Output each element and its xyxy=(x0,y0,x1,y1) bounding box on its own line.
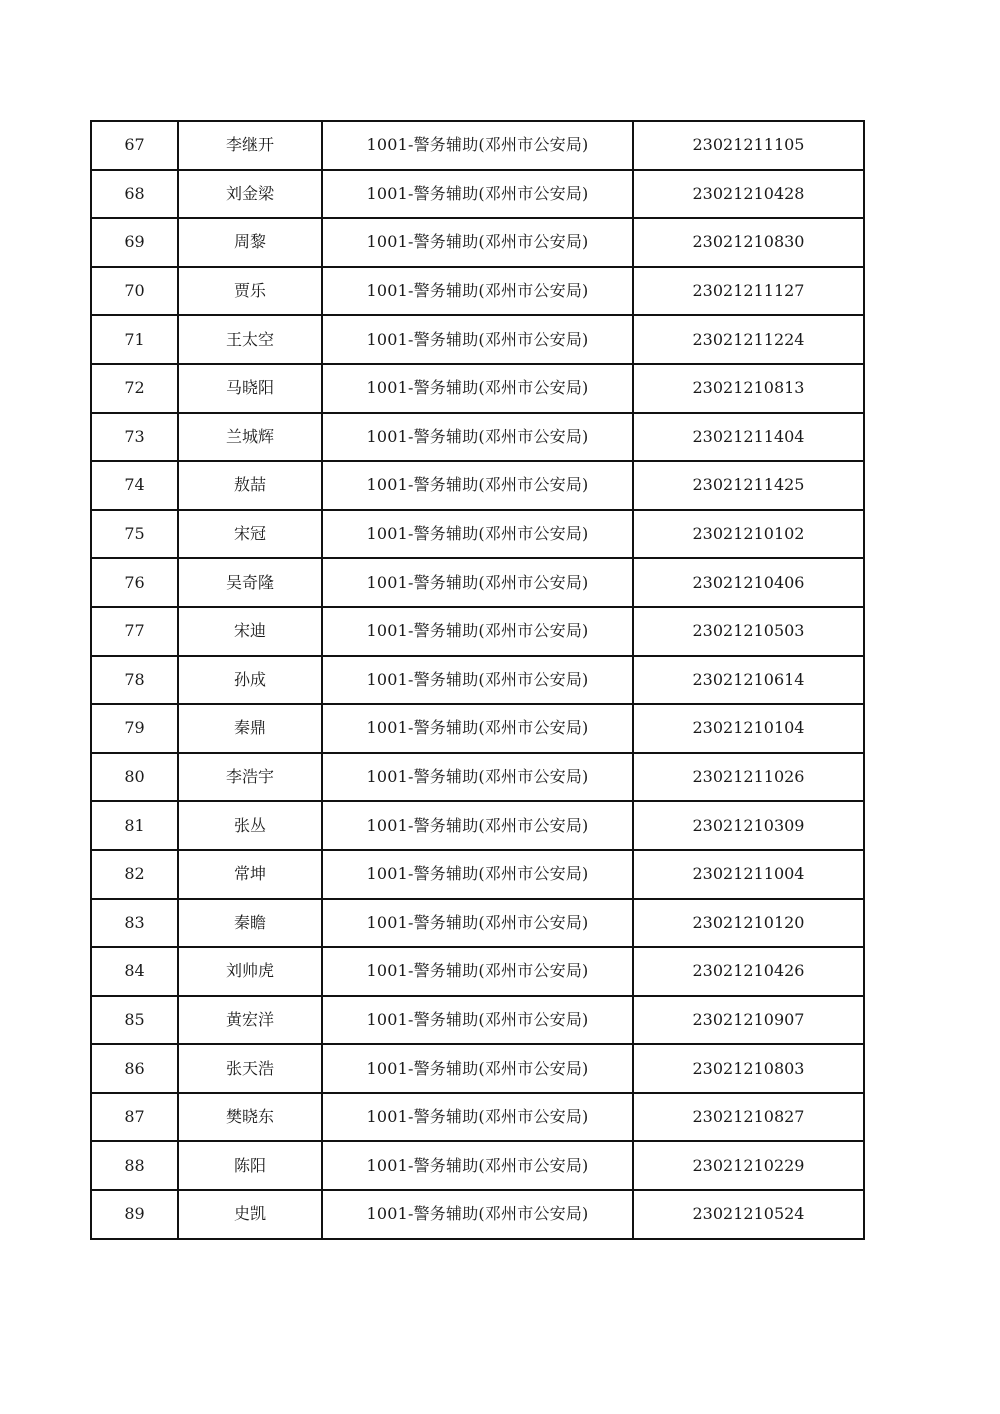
row-number: 67 xyxy=(91,121,178,170)
candidate-name: 敖喆 xyxy=(178,461,322,510)
table-row xyxy=(91,218,864,267)
table-row xyxy=(91,413,864,462)
position-name: 1001-警务辅助(邓州市公安局) xyxy=(322,121,633,170)
candidate-name: 宋冠 xyxy=(178,510,322,559)
table-row xyxy=(91,850,864,899)
position-name: 1001-警务辅助(邓州市公安局) xyxy=(322,267,633,316)
exam-ticket-number: 23021210614 xyxy=(633,656,864,705)
candidate-name: 兰城辉 xyxy=(178,413,322,462)
exam-ticket-number: 23021210830 xyxy=(633,218,864,267)
table-row xyxy=(91,267,864,316)
row-number: 83 xyxy=(91,899,178,948)
row-number: 84 xyxy=(91,947,178,996)
table-row xyxy=(91,607,864,656)
row-number: 69 xyxy=(91,218,178,267)
exam-ticket-number: 23021210229 xyxy=(633,1141,864,1190)
row-number: 85 xyxy=(91,996,178,1045)
table-row xyxy=(91,996,864,1045)
table-row xyxy=(91,1141,864,1190)
candidate-name: 秦瞻 xyxy=(178,899,322,948)
position-name: 1001-警务辅助(邓州市公安局) xyxy=(322,704,633,753)
exam-ticket-number: 23021210503 xyxy=(633,607,864,656)
table-row xyxy=(91,461,864,510)
position-name: 1001-警务辅助(邓州市公安局) xyxy=(322,1190,633,1239)
position-name: 1001-警务辅助(邓州市公安局) xyxy=(322,170,633,219)
row-number: 81 xyxy=(91,801,178,850)
table-row xyxy=(91,704,864,753)
row-number: 72 xyxy=(91,364,178,413)
row-number: 79 xyxy=(91,704,178,753)
position-name: 1001-警务辅助(邓州市公安局) xyxy=(322,1093,633,1142)
table-row xyxy=(91,753,864,802)
candidate-name: 刘帅虎 xyxy=(178,947,322,996)
candidate-name: 黄宏洋 xyxy=(178,996,322,1045)
candidate-name: 孙成 xyxy=(178,656,322,705)
position-name: 1001-警务辅助(邓州市公安局) xyxy=(322,656,633,705)
roster-table xyxy=(90,120,865,1240)
exam-ticket-number: 23021210102 xyxy=(633,510,864,559)
exam-ticket-number: 23021211127 xyxy=(633,267,864,316)
position-name: 1001-警务辅助(邓州市公安局) xyxy=(322,607,633,656)
exam-ticket-number: 23021211224 xyxy=(633,315,864,364)
row-number: 88 xyxy=(91,1141,178,1190)
table-row xyxy=(91,947,864,996)
candidate-name: 贾乐 xyxy=(178,267,322,316)
row-number: 74 xyxy=(91,461,178,510)
candidate-name: 张天浩 xyxy=(178,1044,322,1093)
table-row xyxy=(91,801,864,850)
position-name: 1001-警务辅助(邓州市公安局) xyxy=(322,801,633,850)
row-number: 89 xyxy=(91,1190,178,1239)
row-number: 82 xyxy=(91,850,178,899)
exam-ticket-number: 23021210813 xyxy=(633,364,864,413)
table-row xyxy=(91,656,864,705)
row-number: 76 xyxy=(91,558,178,607)
candidate-name: 王太空 xyxy=(178,315,322,364)
position-name: 1001-警务辅助(邓州市公安局) xyxy=(322,315,633,364)
position-name: 1001-警务辅助(邓州市公安局) xyxy=(322,947,633,996)
exam-ticket-number: 23021210406 xyxy=(633,558,864,607)
position-name: 1001-警务辅助(邓州市公安局) xyxy=(322,461,633,510)
row-number: 86 xyxy=(91,1044,178,1093)
candidate-name: 刘金梁 xyxy=(178,170,322,219)
position-name: 1001-警务辅助(邓州市公安局) xyxy=(322,1044,633,1093)
table-row xyxy=(91,510,864,559)
position-name: 1001-警务辅助(邓州市公安局) xyxy=(322,558,633,607)
exam-ticket-number: 23021210426 xyxy=(633,947,864,996)
exam-ticket-number: 23021211105 xyxy=(633,121,864,170)
candidate-name: 张丛 xyxy=(178,801,322,850)
row-number: 75 xyxy=(91,510,178,559)
row-number: 77 xyxy=(91,607,178,656)
position-name: 1001-警务辅助(邓州市公安局) xyxy=(322,850,633,899)
exam-ticket-number: 23021210803 xyxy=(633,1044,864,1093)
exam-ticket-number: 23021210104 xyxy=(633,704,864,753)
exam-ticket-number: 23021210309 xyxy=(633,801,864,850)
candidate-name: 常坤 xyxy=(178,850,322,899)
exam-ticket-number: 23021211404 xyxy=(633,413,864,462)
position-name: 1001-警务辅助(邓州市公安局) xyxy=(322,899,633,948)
table-row xyxy=(91,364,864,413)
table-row xyxy=(91,1044,864,1093)
position-name: 1001-警务辅助(邓州市公安局) xyxy=(322,753,633,802)
exam-ticket-number: 23021210827 xyxy=(633,1093,864,1142)
exam-ticket-number: 23021210428 xyxy=(633,170,864,219)
exam-ticket-number: 23021211026 xyxy=(633,753,864,802)
roster-table-body xyxy=(91,121,864,1239)
table-row xyxy=(91,558,864,607)
exam-ticket-number: 23021210907 xyxy=(633,996,864,1045)
row-number: 68 xyxy=(91,170,178,219)
table-row xyxy=(91,170,864,219)
row-number: 73 xyxy=(91,413,178,462)
table-row xyxy=(91,1093,864,1142)
position-name: 1001-警务辅助(邓州市公安局) xyxy=(322,510,633,559)
table-row xyxy=(91,1190,864,1239)
candidate-name: 陈阳 xyxy=(178,1141,322,1190)
candidate-name: 马晓阳 xyxy=(178,364,322,413)
position-name: 1001-警务辅助(邓州市公安局) xyxy=(322,364,633,413)
candidate-name: 秦鼎 xyxy=(178,704,322,753)
table-row xyxy=(91,315,864,364)
table-row xyxy=(91,121,864,170)
row-number: 78 xyxy=(91,656,178,705)
candidate-name: 吴奇隆 xyxy=(178,558,322,607)
candidate-name: 李继开 xyxy=(178,121,322,170)
candidate-name: 宋迪 xyxy=(178,607,322,656)
position-name: 1001-警务辅助(邓州市公安局) xyxy=(322,1141,633,1190)
row-number: 87 xyxy=(91,1093,178,1142)
row-number: 70 xyxy=(91,267,178,316)
candidate-name: 李浩宇 xyxy=(178,753,322,802)
exam-ticket-number: 23021211425 xyxy=(633,461,864,510)
candidate-name: 周黎 xyxy=(178,218,322,267)
exam-ticket-number: 23021211004 xyxy=(633,850,864,899)
exam-ticket-number: 23021210120 xyxy=(633,899,864,948)
row-number: 80 xyxy=(91,753,178,802)
position-name: 1001-警务辅助(邓州市公安局) xyxy=(322,996,633,1045)
candidate-name: 樊晓东 xyxy=(178,1093,322,1142)
position-name: 1001-警务辅助(邓州市公安局) xyxy=(322,413,633,462)
row-number: 71 xyxy=(91,315,178,364)
candidate-name: 史凯 xyxy=(178,1190,322,1239)
position-name: 1001-警务辅助(邓州市公安局) xyxy=(322,218,633,267)
table-row xyxy=(91,899,864,948)
exam-ticket-number: 23021210524 xyxy=(633,1190,864,1239)
